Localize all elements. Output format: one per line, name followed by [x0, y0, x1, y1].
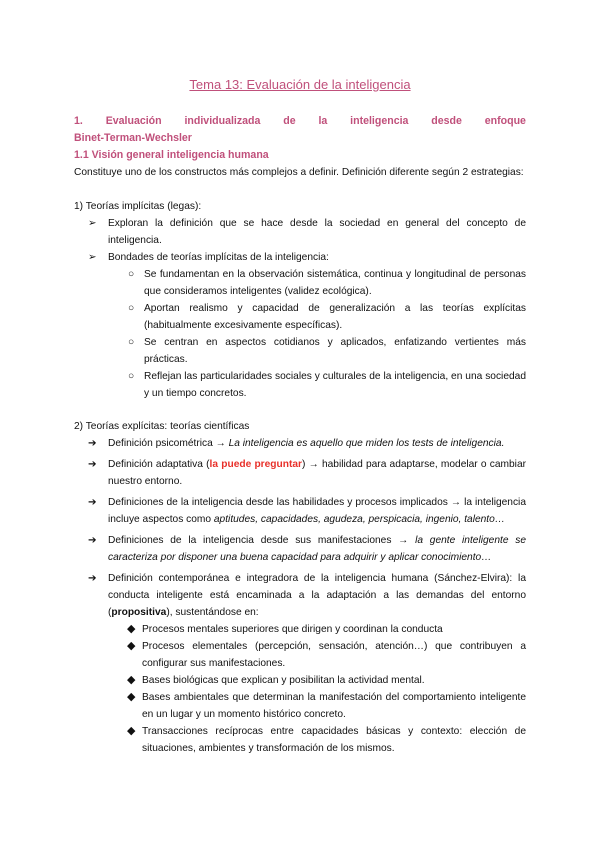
explicit-theories-section: [74, 418, 526, 757]
definition-bold: propositiva: [111, 607, 167, 618]
exam-highlight: la puede preguntar: [209, 459, 302, 470]
explicit-heading: 2) Teorías explícitas: teorías científicas: [74, 421, 250, 432]
definition-text: Definición adaptativa (: [108, 459, 210, 470]
arrowhead-bullet-icon: ➢: [88, 218, 97, 229]
list-item: [74, 435, 526, 452]
page-title: Tema 13: Evaluación de la inteligencia: [189, 77, 411, 92]
list-item: [74, 456, 526, 490]
list-item-text: Aportan realismo y capacidad de generalización a las teorías explícitas (habitualmente excesivamente específicas).: [144, 303, 526, 331]
arrow-bullet-icon: ➔: [88, 459, 97, 470]
implicit-heading: 1) Teorías implícitas (legas):: [74, 201, 202, 212]
circle-bullet-icon: ○: [128, 371, 135, 382]
section-1-word: de: [283, 115, 296, 127]
list-item: [74, 266, 526, 300]
list-item-text: Transacciones recíprocas entre capacidades básicas y contexto: elección de situaciones, ambientes y transformación de los mismos.: [142, 726, 526, 754]
section-1-word: Evaluación: [105, 115, 162, 127]
list-item-text: Reflejan las particularidades sociales y culturales de la inteligencia, en una sociedad y un tiempo concretos.: [144, 371, 526, 399]
list-item: [74, 723, 526, 757]
diamond-bullet-icon: ◆: [127, 691, 136, 703]
section-1-word: la: [318, 115, 328, 127]
diamond-bullet-icon: ◆: [127, 725, 136, 737]
list-item: [74, 638, 526, 672]
diamond-bullet-icon: ◆: [127, 674, 136, 686]
circle-bullet-icon: ○: [128, 337, 135, 348]
arrow-bullet-icon: ➔: [88, 497, 97, 508]
list-item: [74, 689, 526, 723]
arrowhead-bullet-icon: ➢: [88, 252, 97, 263]
list-item: [74, 300, 526, 334]
list-item-text: Procesos elementales (percepción, sensación, atención…) que contribuyen a configurar sus manifestaciones.: [142, 641, 526, 669]
diamond-bullet-icon: ◆: [127, 623, 136, 635]
list-item-text: Bases ambientales que determinan la manifestación del comportamiento inteligente en un lugar y un momento histórico concreto.: [142, 692, 526, 720]
list-item: [74, 570, 526, 621]
arrow-bullet-icon: ➔: [88, 573, 97, 584]
list-item: [74, 368, 526, 402]
list-item-text: Procesos mentales superiores que dirigen y coordinan la conducta: [142, 624, 443, 635]
section-1-word: inteligencia: [350, 115, 409, 127]
list-item: [74, 672, 526, 689]
section-1-1-heading: 1.1 Visión general inteligencia humana: [74, 149, 269, 161]
definition-italic: aptitudes, capacidades, agudeza, perspicacia, ingenio, talento…: [213, 514, 505, 525]
list-item: [74, 334, 526, 368]
list-item: [74, 249, 526, 266]
list-item: [74, 621, 526, 638]
circle-bullet-icon: ○: [128, 269, 135, 280]
section-1-word: enfoque: [484, 115, 526, 127]
definition-italic: La inteligencia es aquello que miden los tests de inteligencia.: [228, 438, 505, 449]
section-1-word: individualizada: [184, 115, 261, 127]
definition-text: Definiciones de la inteligencia desde las habilidades y procesos implicados → la inteligencia incluye aspectos como: [108, 497, 526, 525]
definition-italic: la gente inteligente se caracteriza por disponer una buena capacidad para adquirir y aplicar conocimiento…: [108, 535, 526, 563]
definition-text: ), sustentándose en:: [166, 607, 259, 618]
section-1-heading: [74, 113, 526, 147]
arrow-bullet-icon: ➔: [88, 535, 97, 546]
definition-text: Definición psicométrica →: [108, 438, 229, 449]
definition-text: ) → habilidad para adaptarse, modelar o cambiar nuestro entorno.: [108, 459, 526, 487]
list-item-text: Se centran en aspectos cotidianos y aplicados, enfatizando vertientes más prácticas.: [144, 337, 526, 365]
section-1-word: desde: [431, 115, 462, 127]
list-item-text: Bases biológicas que explican y posibilitan la actividad mental.: [142, 675, 425, 686]
circle-bullet-icon: ○: [128, 303, 135, 314]
list-item: [74, 494, 526, 528]
implicit-theories-section: [74, 198, 526, 402]
arrow-bullet-icon: ➔: [88, 438, 97, 449]
section-1-number: 1.: [74, 115, 83, 127]
list-item: [74, 215, 526, 249]
definition-text: Definición contemporánea e integradora de la inteligencia humana (Sánchez-Elvira): la conducta inteligente está encaminada a la adaptación a las demandas del entorno (: [108, 573, 526, 618]
diamond-bullet-icon: ◆: [127, 640, 136, 652]
intro-paragraph: Constituye uno de los constructos más complejos a definir. Definición diferente según 2 estrategias:: [74, 167, 524, 178]
list-item-text: Se fundamentan en la observación sistemática, continua y longitudinal de personas que consideramos inteligentes (validez ecológica).: [144, 269, 526, 297]
section-1-heading-line2: Binet-Terman-Wechsler: [74, 132, 192, 144]
list-item: [74, 532, 526, 566]
section-1-heading-line1: [74, 113, 526, 130]
definition-text: Definiciones de la inteligencia desde sus manifestaciones →: [108, 535, 416, 546]
list-item-text: Bondades de teorías implícitas de la inteligencia:: [108, 252, 329, 263]
list-item-text: Exploran la definición que se hace desde la sociedad en general del concepto de inteligencia.: [108, 218, 526, 246]
